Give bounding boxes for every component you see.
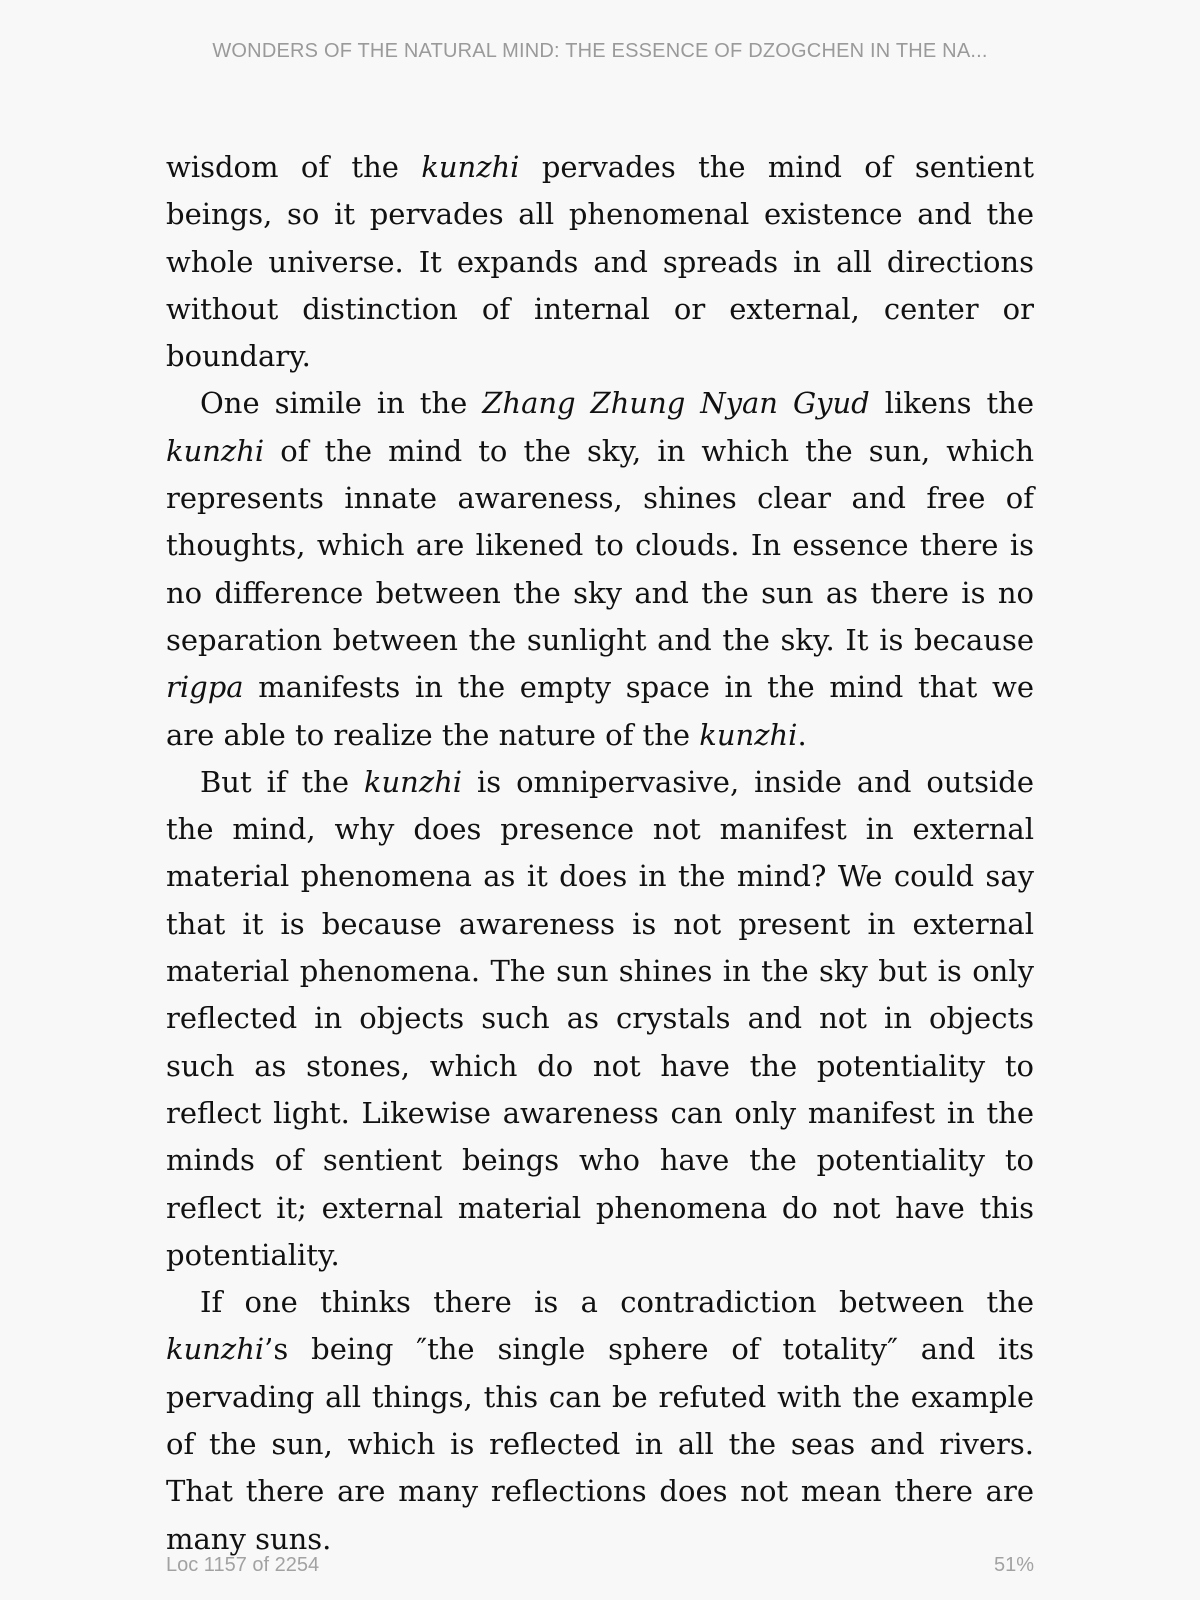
paragraph-3 [166,759,1034,1279]
text-run: is omnipervasive, inside and outside the mind, why does presence not manifest in external material phenomena as it does in the mind? We could say that it is because awareness is not present in external material phenomena. The sun shines in the sky but is only reflected in objects such as crystals and not in objects such as stones, which do not have the potentiality to reflect light. Likewise awareness can only manifest in the minds of sentient beings who have the potentiality to reflect it; external material phenomena do not have this potentiality. [166,764,1034,1272]
text-run: manifests in the empty space in the mind that we are able to realize the nature of the [166,670,1034,752]
italic-term: kunzhi [421,150,520,184]
text-run: . [797,717,807,752]
paragraph-1 [166,144,1034,380]
book-running-title: WONDERS OF THE NATURAL MIND: THE ESSENCE OF DZOGCHEN IN THE NA... [212,40,988,62]
text-run: But if the [200,764,364,799]
text-run: ’s being ″the single sphere of totality″ and its pervading all things, this can be refuted with the example of the sun, which is reflected in all the seas and rivers. That there are many reflections does not mean there are many suns. [166,1332,1034,1556]
text-run: likens the [869,386,1034,421]
italic-term: kunzhi [166,1332,265,1367]
text-run: wisdom of the [166,150,422,184]
italic-term: kunzhi [363,764,463,799]
page-text[interactable] [166,144,1034,1563]
percent-read-indicator: 51% [993,1554,1034,1576]
text-run: If one thinks there is a contradiction between the [200,1285,1034,1320]
italic-term: Zhang Zhung Nyan Gyud [482,386,870,421]
italic-term: kunzhi [699,717,798,752]
text-run: One simile in the [200,386,483,421]
location-indicator[interactable]: Loc 1157 of 2254 [166,1554,320,1576]
text-run: pervades the mind of sentient beings, so it pervades all phenomenal existence and the whole universe. It expands and spreads in all directions without distinction of internal or external, center or boundary. [166,150,1035,374]
italic-term: rigpa [166,670,244,705]
italic-term: kunzhi [166,433,265,468]
paragraph-4 [166,1279,1034,1563]
paragraph-2 [166,380,1034,758]
text-run: of the mind to the sky, in which the sun, which represents innate awareness, shines clear and free of thoughts, which are likened to clouds. In essence there is no difference between the sky and the sun as there is no separation between the sunlight and the sky. It is because [166,433,1034,657]
